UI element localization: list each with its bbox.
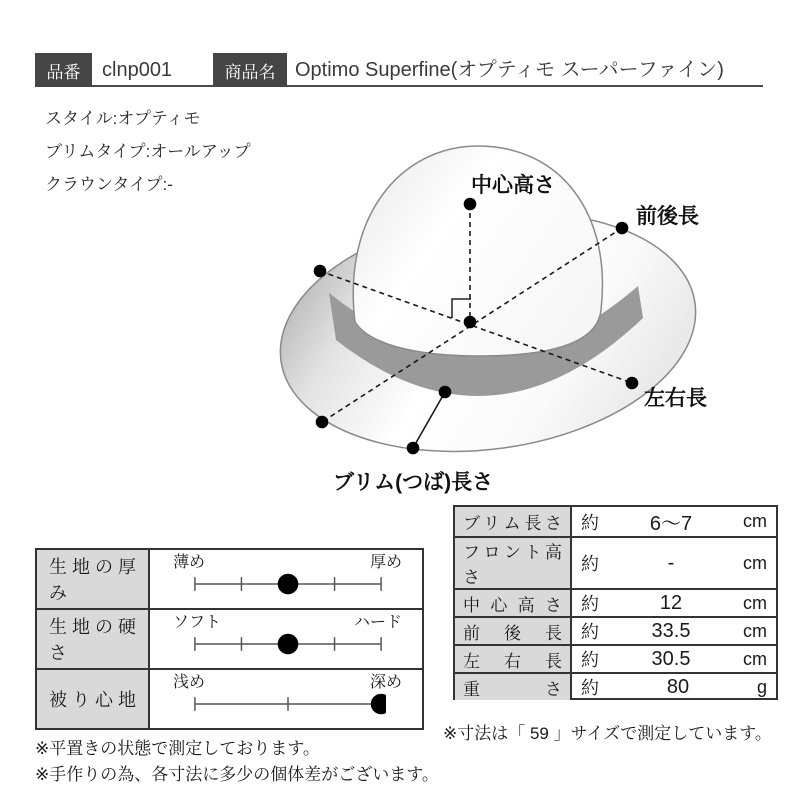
attribute-label: 生地の硬さ: [37, 610, 150, 668]
table-row: [37, 550, 422, 608]
spec-style: スタイル:オプティモ: [45, 109, 201, 128]
slider-max-label: ハード: [353, 614, 402, 631]
note-size-basis: ※寸法は「 59 」サイズで測定しています。: [443, 724, 772, 743]
slider-max-label: 厚め: [369, 554, 402, 571]
table-row: [455, 644, 776, 672]
brim-length-label: ブリム(つば)長さ: [333, 471, 494, 494]
attributes-table: [35, 548, 424, 730]
measurement-value: -: [667, 551, 675, 574]
measurement-unit: cm: [743, 511, 767, 531]
measurement-label: 左右長: [455, 646, 572, 672]
measurement-value: 33.5: [651, 619, 691, 642]
item-code-badge: [35, 53, 92, 87]
table-row: [455, 536, 776, 588]
table-row: [37, 668, 422, 728]
measurement-value: 30.5: [651, 647, 691, 670]
measurement-unit: cm: [743, 620, 767, 641]
product-name-value: Optimo Superfine(オプティモ スーパーファイン): [295, 59, 724, 81]
measurement-value: 12: [659, 591, 683, 614]
table-row: [455, 672, 776, 700]
item-code-value: clnp001: [102, 59, 173, 81]
spec-brim-type: ブリムタイプ:オールアップ: [45, 142, 251, 161]
measurement-unit: cm: [743, 592, 767, 613]
measurement-label: 中心高さ: [455, 590, 572, 616]
fit-depth-slider: [190, 691, 386, 717]
measurement-label: フロント高さ: [455, 538, 572, 588]
table-row: [455, 507, 776, 536]
approx-prefix: 約: [581, 678, 599, 698]
product-name-badge: [213, 53, 287, 87]
measurement-label: ブリム長さ: [455, 507, 572, 536]
style-specs: [45, 102, 251, 201]
approx-prefix: 約: [581, 650, 599, 670]
measurement-value: 80: [666, 675, 690, 698]
approx-prefix: 約: [581, 554, 599, 574]
measurement-value: 6〜7: [649, 513, 693, 535]
slider-min-label: ソフト: [173, 614, 222, 631]
left-right-length-label: 左右長: [644, 387, 707, 410]
measurement-label: 前後長: [455, 618, 572, 644]
measurements-table: [453, 505, 778, 700]
spec-crown-type: クラウンタイプ:-: [45, 175, 173, 194]
measurement-label: 重さ: [455, 674, 572, 700]
table-row: [37, 608, 422, 668]
note-handmade: ※手作りの為、各寸法に多少の個体差がございます。: [35, 765, 439, 784]
slider-min-label: 薄め: [173, 554, 206, 571]
approx-prefix: 約: [581, 512, 599, 533]
fabric-thickness-slider: [190, 571, 386, 597]
note-flat-measure: ※平置きの状態で測定しております。: [35, 739, 320, 758]
measurement-unit: g: [756, 676, 767, 697]
slider-max-label: 深め: [369, 674, 402, 691]
center-height-label: 中心高さ: [471, 174, 555, 197]
hat-diagram: [260, 140, 720, 500]
front-back-length-label: 前後長: [636, 205, 699, 228]
table-row: [455, 616, 776, 644]
product-name-label: 商品名: [224, 62, 276, 82]
table-row: [455, 588, 776, 616]
measurement-unit: cm: [743, 552, 767, 573]
item-code-label: 品番: [46, 62, 81, 82]
attribute-label: 被り心地: [37, 670, 150, 728]
fabric-stiffness-slider: [190, 631, 386, 657]
measurement-unit: cm: [743, 648, 767, 669]
approx-prefix: 約: [581, 622, 599, 642]
approx-prefix: 約: [581, 594, 599, 614]
slider-min-label: 浅め: [173, 674, 206, 691]
attribute-label: 生地の厚み: [37, 550, 150, 608]
measurement-notes: [35, 736, 439, 788]
